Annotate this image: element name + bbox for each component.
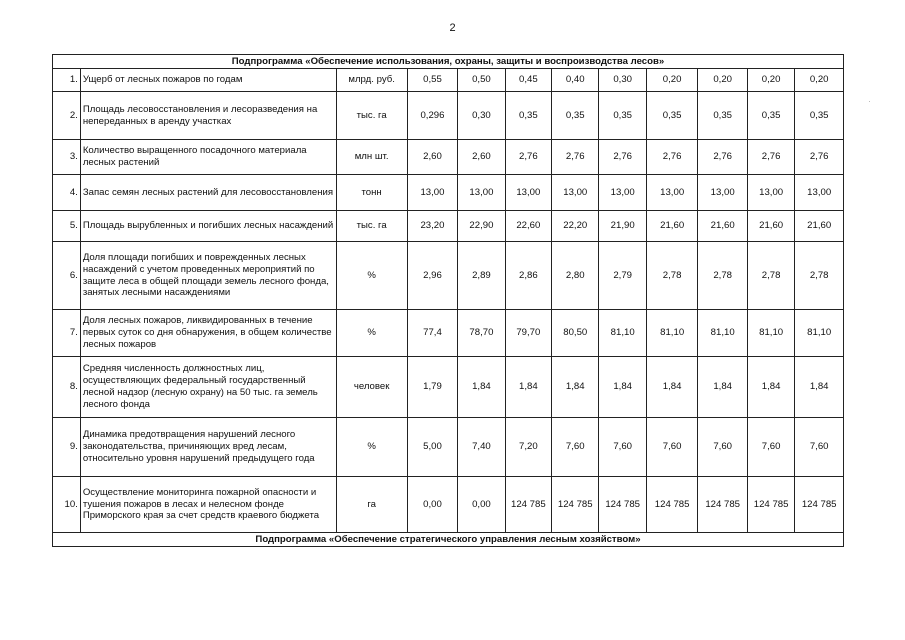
indicator-name: Доля площади погибших и поврежденных лесных насаждений с учетом проведенных мероприятий по защите леса в общей площади земель лесного фонда, занятых лесными насаждениями bbox=[80, 242, 336, 310]
value-cell: 2,76 bbox=[646, 140, 698, 175]
indicator-name: Площадь лесовосстановления и лесоразведения на непереданных в аренду участках bbox=[80, 92, 336, 140]
value-cell: 7,60 bbox=[552, 418, 599, 477]
indicator-name: Площадь вырубленных и погибших лесных насаждений bbox=[80, 211, 336, 242]
value-cell: 2,78 bbox=[646, 242, 698, 310]
value-cell: 7,60 bbox=[698, 418, 747, 477]
value-cell: 124 785 bbox=[795, 477, 844, 533]
table-row bbox=[53, 357, 844, 418]
row-number: 2. bbox=[53, 92, 81, 140]
value-cell: 22,60 bbox=[505, 211, 551, 242]
value-cell: 124 785 bbox=[599, 477, 646, 533]
value-cell: 13,00 bbox=[599, 175, 646, 211]
value-cell: 0,35 bbox=[747, 92, 794, 140]
table-row bbox=[53, 242, 844, 310]
table-row bbox=[53, 69, 844, 92]
value-cell: 0,40 bbox=[552, 69, 599, 92]
value-cell: 80,50 bbox=[552, 310, 599, 357]
value-cell: 2,76 bbox=[505, 140, 551, 175]
value-cell: 1,84 bbox=[458, 357, 505, 418]
value-cell: 13,00 bbox=[698, 175, 747, 211]
value-cell: 2,60 bbox=[458, 140, 505, 175]
value-cell: 0,00 bbox=[458, 477, 505, 533]
value-cell: 0,20 bbox=[646, 69, 698, 92]
value-cell: 7,60 bbox=[646, 418, 698, 477]
row-number: 1. bbox=[53, 69, 81, 92]
value-cell: 0,00 bbox=[407, 477, 458, 533]
value-cell: 0,35 bbox=[552, 92, 599, 140]
value-cell: 81,10 bbox=[698, 310, 747, 357]
value-cell: 7,20 bbox=[505, 418, 551, 477]
value-cell: 124 785 bbox=[552, 477, 599, 533]
value-cell: 124 785 bbox=[698, 477, 747, 533]
value-cell: 22,20 bbox=[552, 211, 599, 242]
indicator-name: Доля лесных пожаров, ликвидированных в течение первых суток со дня обнаружения, в общем количестве лесных пожаров bbox=[80, 310, 336, 357]
unit-cell: человек bbox=[336, 357, 407, 418]
subprogram-header: Подпрограмма «Обеспечение использования, охраны, защиты и воспроизводства лесов» bbox=[53, 55, 844, 69]
margin-mark bbox=[869, 101, 870, 102]
table-row bbox=[53, 140, 844, 175]
value-cell: 21,90 bbox=[599, 211, 646, 242]
value-cell: 1,84 bbox=[599, 357, 646, 418]
unit-cell: млрд. руб. bbox=[336, 69, 407, 92]
value-cell: 13,00 bbox=[458, 175, 505, 211]
value-cell: 7,60 bbox=[747, 418, 794, 477]
value-cell: 2,96 bbox=[407, 242, 458, 310]
value-cell: 1,84 bbox=[646, 357, 698, 418]
value-cell: 81,10 bbox=[795, 310, 844, 357]
row-number: 10. bbox=[53, 477, 81, 533]
value-cell: 0,35 bbox=[599, 92, 646, 140]
row-number: 8. bbox=[53, 357, 81, 418]
value-cell: 124 785 bbox=[646, 477, 698, 533]
indicator-name: Ущерб от лесных пожаров по годам bbox=[80, 69, 336, 92]
subprogram-footer: Подпрограмма «Обеспечение стратегического управления лесным хозяйством» bbox=[53, 533, 844, 547]
value-cell: 13,00 bbox=[795, 175, 844, 211]
value-cell: 0,50 bbox=[458, 69, 505, 92]
unit-cell: тонн bbox=[336, 175, 407, 211]
unit-cell: га bbox=[336, 477, 407, 533]
value-cell: 2,76 bbox=[698, 140, 747, 175]
value-cell: 0,30 bbox=[458, 92, 505, 140]
value-cell: 13,00 bbox=[747, 175, 794, 211]
indicators-table bbox=[52, 54, 844, 547]
value-cell: 2,89 bbox=[458, 242, 505, 310]
unit-cell: % bbox=[336, 310, 407, 357]
table-row bbox=[53, 175, 844, 211]
value-cell: 22,90 bbox=[458, 211, 505, 242]
value-cell: 0,35 bbox=[646, 92, 698, 140]
indicator-name: Запас семян лесных растений для лесовосстановления bbox=[80, 175, 336, 211]
table-row bbox=[53, 477, 844, 533]
value-cell: 1,84 bbox=[795, 357, 844, 418]
unit-cell: тыс. га bbox=[336, 92, 407, 140]
value-cell: 21,60 bbox=[698, 211, 747, 242]
value-cell: 0,296 bbox=[407, 92, 458, 140]
value-cell: 1,84 bbox=[698, 357, 747, 418]
value-cell: 81,10 bbox=[747, 310, 794, 357]
value-cell: 2,79 bbox=[599, 242, 646, 310]
row-number: 5. bbox=[53, 211, 81, 242]
value-cell: 79,70 bbox=[505, 310, 551, 357]
value-cell: 1,84 bbox=[505, 357, 551, 418]
indicator-name: Количество выращенного посадочного материала лесных растений bbox=[80, 140, 336, 175]
value-cell: 2,76 bbox=[795, 140, 844, 175]
value-cell: 2,76 bbox=[747, 140, 794, 175]
subprogram-footer-row bbox=[53, 533, 844, 547]
value-cell: 2,78 bbox=[747, 242, 794, 310]
value-cell: 7,40 bbox=[458, 418, 505, 477]
subprogram-header-row bbox=[53, 55, 844, 69]
indicator-name: Осуществление мониторинга пожарной опасности и тушения пожаров в лесах и нелесном фонде Приморского края за счет средств краевого бюджета bbox=[80, 477, 336, 533]
value-cell: 0,20 bbox=[747, 69, 794, 92]
value-cell: 7,60 bbox=[795, 418, 844, 477]
value-cell: 21,60 bbox=[747, 211, 794, 242]
value-cell: 2,78 bbox=[698, 242, 747, 310]
row-number: 4. bbox=[53, 175, 81, 211]
value-cell: 77,4 bbox=[407, 310, 458, 357]
value-cell: 2,76 bbox=[552, 140, 599, 175]
value-cell: 13,00 bbox=[407, 175, 458, 211]
unit-cell: % bbox=[336, 418, 407, 477]
row-number: 7. bbox=[53, 310, 81, 357]
value-cell: 124 785 bbox=[747, 477, 794, 533]
value-cell: 5,00 bbox=[407, 418, 458, 477]
table-row bbox=[53, 418, 844, 477]
unit-cell: млн шт. bbox=[336, 140, 407, 175]
value-cell: 7,60 bbox=[599, 418, 646, 477]
value-cell: 1,79 bbox=[407, 357, 458, 418]
value-cell: 81,10 bbox=[599, 310, 646, 357]
indicator-name: Динамика предотвращения нарушений лесного законодательства, причиняющих вред лесам, относительно уровня нарушений предыдущего года bbox=[80, 418, 336, 477]
unit-cell: % bbox=[336, 242, 407, 310]
value-cell: 0,35 bbox=[795, 92, 844, 140]
table-row bbox=[53, 310, 844, 357]
indicator-name: Средняя численность должностных лиц, осуществляющих федеральный государственный лесной надзор (лесную охрану) на 50 тыс. га земель лесного фонда bbox=[80, 357, 336, 418]
value-cell: 81,10 bbox=[646, 310, 698, 357]
value-cell: 0,35 bbox=[505, 92, 551, 140]
value-cell: 13,00 bbox=[505, 175, 551, 211]
value-cell: 1,84 bbox=[552, 357, 599, 418]
value-cell: 0,45 bbox=[505, 69, 551, 92]
value-cell: 13,00 bbox=[646, 175, 698, 211]
page-number: 2 bbox=[449, 22, 456, 34]
value-cell: 0,35 bbox=[698, 92, 747, 140]
value-cell: 21,60 bbox=[646, 211, 698, 242]
table-row bbox=[53, 92, 844, 140]
row-number: 6. bbox=[53, 242, 81, 310]
value-cell: 2,80 bbox=[552, 242, 599, 310]
value-cell: 0,55 bbox=[407, 69, 458, 92]
value-cell: 2,78 bbox=[795, 242, 844, 310]
value-cell: 13,00 bbox=[552, 175, 599, 211]
unit-cell: тыс. га bbox=[336, 211, 407, 242]
row-number: 9. bbox=[53, 418, 81, 477]
value-cell: 1,84 bbox=[747, 357, 794, 418]
value-cell: 2,76 bbox=[599, 140, 646, 175]
value-cell: 2,60 bbox=[407, 140, 458, 175]
value-cell: 78,70 bbox=[458, 310, 505, 357]
value-cell: 0,20 bbox=[795, 69, 844, 92]
value-cell: 21,60 bbox=[795, 211, 844, 242]
value-cell: 0,20 bbox=[698, 69, 747, 92]
value-cell: 124 785 bbox=[505, 477, 551, 533]
table-row bbox=[53, 211, 844, 242]
row-number: 3. bbox=[53, 140, 81, 175]
value-cell: 2,86 bbox=[505, 242, 551, 310]
value-cell: 23,20 bbox=[407, 211, 458, 242]
value-cell: 0,30 bbox=[599, 69, 646, 92]
